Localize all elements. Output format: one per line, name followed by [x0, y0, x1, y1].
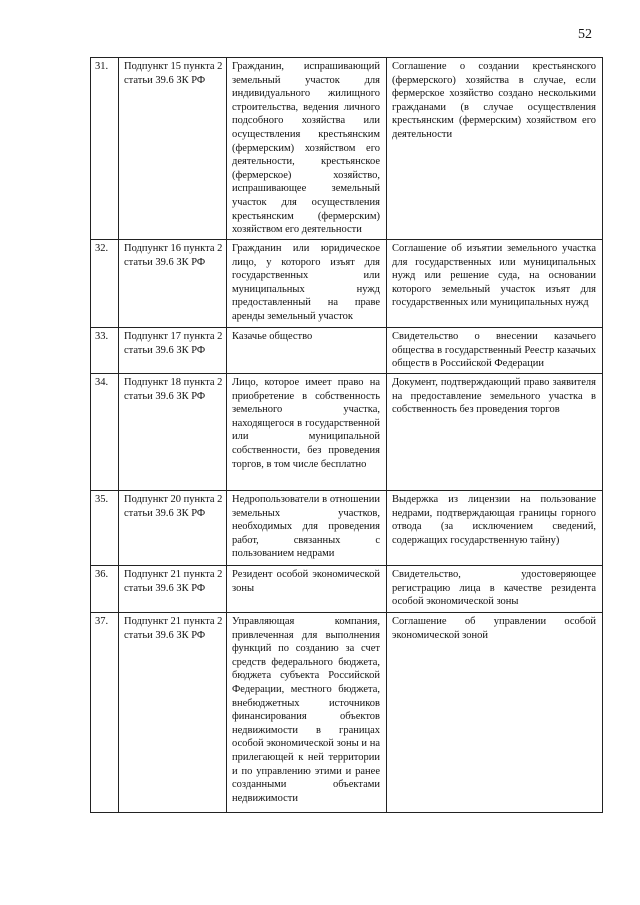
required-document-cell: Соглашение о создании крестьянского (фермерского) хозяйства в случае, если фермерское хозяйство создано несколькими гражданами (в случае осуществления крестьянским (фермерским) хозяйством его деятельности: [387, 58, 603, 240]
row-number-cell: 35.: [91, 491, 119, 566]
legal-basis-cell: Подпункт 20 пункта 2 статьи 39.6 ЗК РФ: [119, 491, 227, 566]
applicant-cell: Гражданин или юридическое лицо, у которого изъят для государственных или муниципальных нужд предоставленный на праве аренды земельный участок: [227, 240, 387, 328]
row-number-cell: 36.: [91, 566, 119, 613]
required-document-cell: Свидетельство, удостоверяющее регистрацию лица в качестве резидента особой экономической зоны: [387, 566, 603, 613]
legal-basis-cell: Подпункт 18 пункта 2 статьи 39.6 ЗК РФ: [119, 374, 227, 491]
table-row: [91, 613, 603, 813]
legal-basis-cell: Подпункт 21 пункта 2 статьи 39.6 ЗК РФ: [119, 566, 227, 613]
page-number: 52: [578, 27, 592, 42]
table-row: [91, 491, 603, 566]
table-row: [91, 58, 603, 240]
required-document-cell: Документ, подтверждающий право заявителя на предоставление земельного участка в собственность без проведения торгов: [387, 374, 603, 491]
applicant-cell: Казачье общество: [227, 328, 387, 374]
table-row: [91, 374, 603, 491]
applicant-cell: Резидент особой экономической зоны: [227, 566, 387, 613]
legal-basis-cell: Подпункт 15 пункта 2 статьи 39.6 ЗК РФ: [119, 58, 227, 240]
applicant-cell: Лицо, которое имеет право на приобретение в собственность земельного участка, находящегося в государственной или муниципальной собственности, без проведения торгов, в том числе бесплатно: [227, 374, 387, 491]
table-row: [91, 566, 603, 613]
applicant-cell: Управляющая компания, привлеченная для выполнения функций по созданию за счет средств федерального бюджета, бюджета субъекта Российской Федерации, местного бюджета, внебюджетных источников финансирования объектов недвижимости в границах особой экономической зоны и на прилегающей к ней территории и по управлению этими и ранее созданными объектами недвижимости: [227, 613, 387, 813]
legal-basis-cell: Подпункт 16 пункта 2 статьи 39.6 ЗК РФ: [119, 240, 227, 328]
table-row: [91, 240, 603, 328]
row-number-cell: 34.: [91, 374, 119, 491]
row-number-cell: 37.: [91, 613, 119, 813]
required-document-cell: Соглашение об управлении особой экономической зоной: [387, 613, 603, 813]
legal-basis-cell: Подпункт 17 пункта 2 статьи 39.6 ЗК РФ: [119, 328, 227, 374]
row-number-cell: 33.: [91, 328, 119, 374]
table-row: [91, 328, 603, 374]
legal-basis-cell: Подпункт 21 пункта 2 статьи 39.6 ЗК РФ: [119, 613, 227, 813]
land-plot-documents-table: [90, 57, 603, 813]
row-number-cell: 32.: [91, 240, 119, 328]
applicant-cell: Гражданин, испрашивающий земельный участок для индивидуального жилищного строительства, ведения личного подсобного хозяйства или осуществления крестьянским (фермерским) хозяйством его деятельности, крестьянское (фермерское) хозяйство, испрашивающее земельный участок для осуществления крестьянским (фермерским) хозяйством его деятельности: [227, 58, 387, 240]
applicant-cell: Недропользователи в отношении земельных участков, необходимых для проведения работ, связанных с пользованием недрами: [227, 491, 387, 566]
row-number-cell: 31.: [91, 58, 119, 240]
required-document-cell: Свидетельство о внесении казачьего общества в государственный Реестр казачьих обществ в Российской Федерации: [387, 328, 603, 374]
required-document-cell: Выдержка из лицензии на пользование недрами, подтверждающая границы горного отвода (за исключением сведений, содержащих государственную тайну): [387, 491, 603, 566]
required-document-cell: Соглашение об изъятии земельного участка для государственных или муниципальных нужд или решение суда, на основании которого земельный участок изъят для государственных или муниципальных нужд: [387, 240, 603, 328]
